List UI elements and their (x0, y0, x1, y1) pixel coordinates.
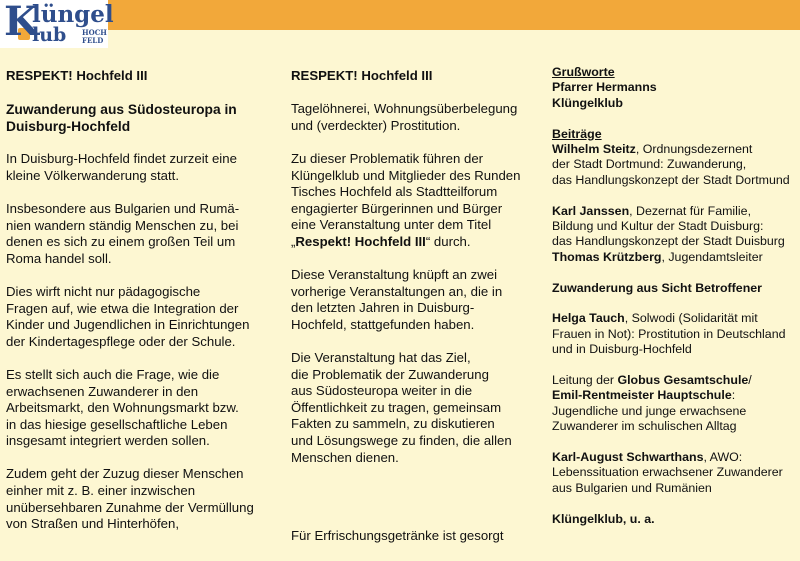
event-title: Respekt! Hochfeld III (295, 233, 426, 249)
schwarthans-block: Karl-August Schwarthans, AWO: Lebenssituation erwachsener Zuwanderer aus Bulgarien und Rumänien (552, 450, 783, 495)
logo-letter-k: K (4, 0, 39, 45)
schulen-block: Leitung der Globus Gesamtschule/ Emil-Rentmeister Hauptschule: Jugendliche und junge erwachsene Zuwanderer im schulischen Alltag (552, 373, 752, 434)
logo-hochfeld: HOCH FELD (82, 28, 107, 45)
paragraph-2: Insbesondere aus Bulgarien und Rumä- nien wandern ständig Menschen zu, bei denen es sich zu einem großen Teil um Roma handel soll. (6, 200, 240, 266)
betroffene-heading: Zuwanderung aus Sicht Betroffener (552, 280, 762, 295)
column-1-title: RESPEKT! Hochfeld III (6, 68, 148, 83)
beitraege-heading: Beiträge (552, 126, 602, 141)
grussworte-heading: Grußworte (552, 65, 615, 79)
tauch-block: Helga Tauch, Solwodi (Solidarität mit Frauen in Not): Prostitution in Deutschland und in Duisburg-Hochfeld (552, 311, 786, 357)
paragraph-5: Zudem geht der Zuzug dieser Menschen einher mit z. B. einer inzwischen unübersehbaren Zunahme der Vermüllung von Straßen und Hinterhöfen, (6, 466, 254, 532)
article-subtitle: Zuwanderung aus Südosteuropa in Duisburg-Hochfeld (6, 102, 237, 135)
paragraph-9: Die Veranstaltung hat das Ziel, die Problematik der Zuwanderung aus Südosteuropa weiter in die Öffentlichkeit zu tragen, gemeinsam Fakten zu sammeln, zu diskutieren und Lösungswege zu finden, die allen Menschen dienen. (291, 350, 512, 465)
refreshments-note: Für Erfrischungsgetränke ist gesorgt (291, 528, 504, 543)
column-2 (291, 68, 541, 558)
beitraege-block: Beiträge Wilhelm Steitz, Ordnungsdezernent der Stadt Dortmund: Zuwanderung, das Handlungskonzept der Stadt Dortmund (552, 126, 790, 187)
paragraph-4: Es stellt sich auch die Frage, wie die erwachsenen Zuwanderer in den Arbeitsmarkt, den Wohnungsmarkt bzw. in das hiesige gesellschaftliche Leben insgesamt integriert werden sollen. (6, 366, 239, 449)
paragraph-1: In Duisburg-Hochfeld findet zurzeit eine kleine Völkerwanderung statt. (6, 151, 237, 183)
top-banner (0, 0, 800, 30)
paragraph-8: Diese Veranstaltung knüpft an zwei vorherige Veranstaltungen an, die in den letzten Jahren in Duisburg- Hochfeld, stattgefunden haben. (291, 267, 503, 332)
grussworte-block: Grußworte Pfarrer Hermanns Klüngelklub (552, 65, 657, 110)
column-3-program (552, 65, 797, 542)
paragraph-6: Tagelöhnerei, Wohnungsüberbelegung und (verdeckter) Prostitution. (291, 101, 518, 133)
column-1 (6, 68, 272, 549)
paragraph-7: Zu dieser Problematik führen der Klüngelklub und Mitglieder des Runden Tisches Hochfeld als Stadtteilforum engagierter Bürgerinnen und Bürger eine Veranstaltung unter dem Titel „Respekt! Hochfeld III“ durch. (291, 150, 521, 249)
kluengelklub-logo (0, 0, 114, 48)
closing-line: Klüngelklub, u. a. (552, 511, 655, 526)
column-2-title: RESPEKT! Hochfeld III (291, 68, 433, 83)
logo-text-bottom: lub (32, 24, 67, 46)
janssen-block: Karl Janssen, Dezernat für Familie, Bildung und Kultur der Stadt Duisburg: das Handlungskonzept der Stadt Duisburg Thomas Krützberg, Jugendamtsleiter (552, 203, 785, 264)
paragraph-3: Dies wirft nicht nur pädagogische Fragen auf, wie etwa die Integration der Kinder und Jugendlichen in Einrichtungen der Kindertagespflege oder der Schule. (6, 283, 250, 349)
logo-text-top: lüngel (32, 1, 114, 28)
